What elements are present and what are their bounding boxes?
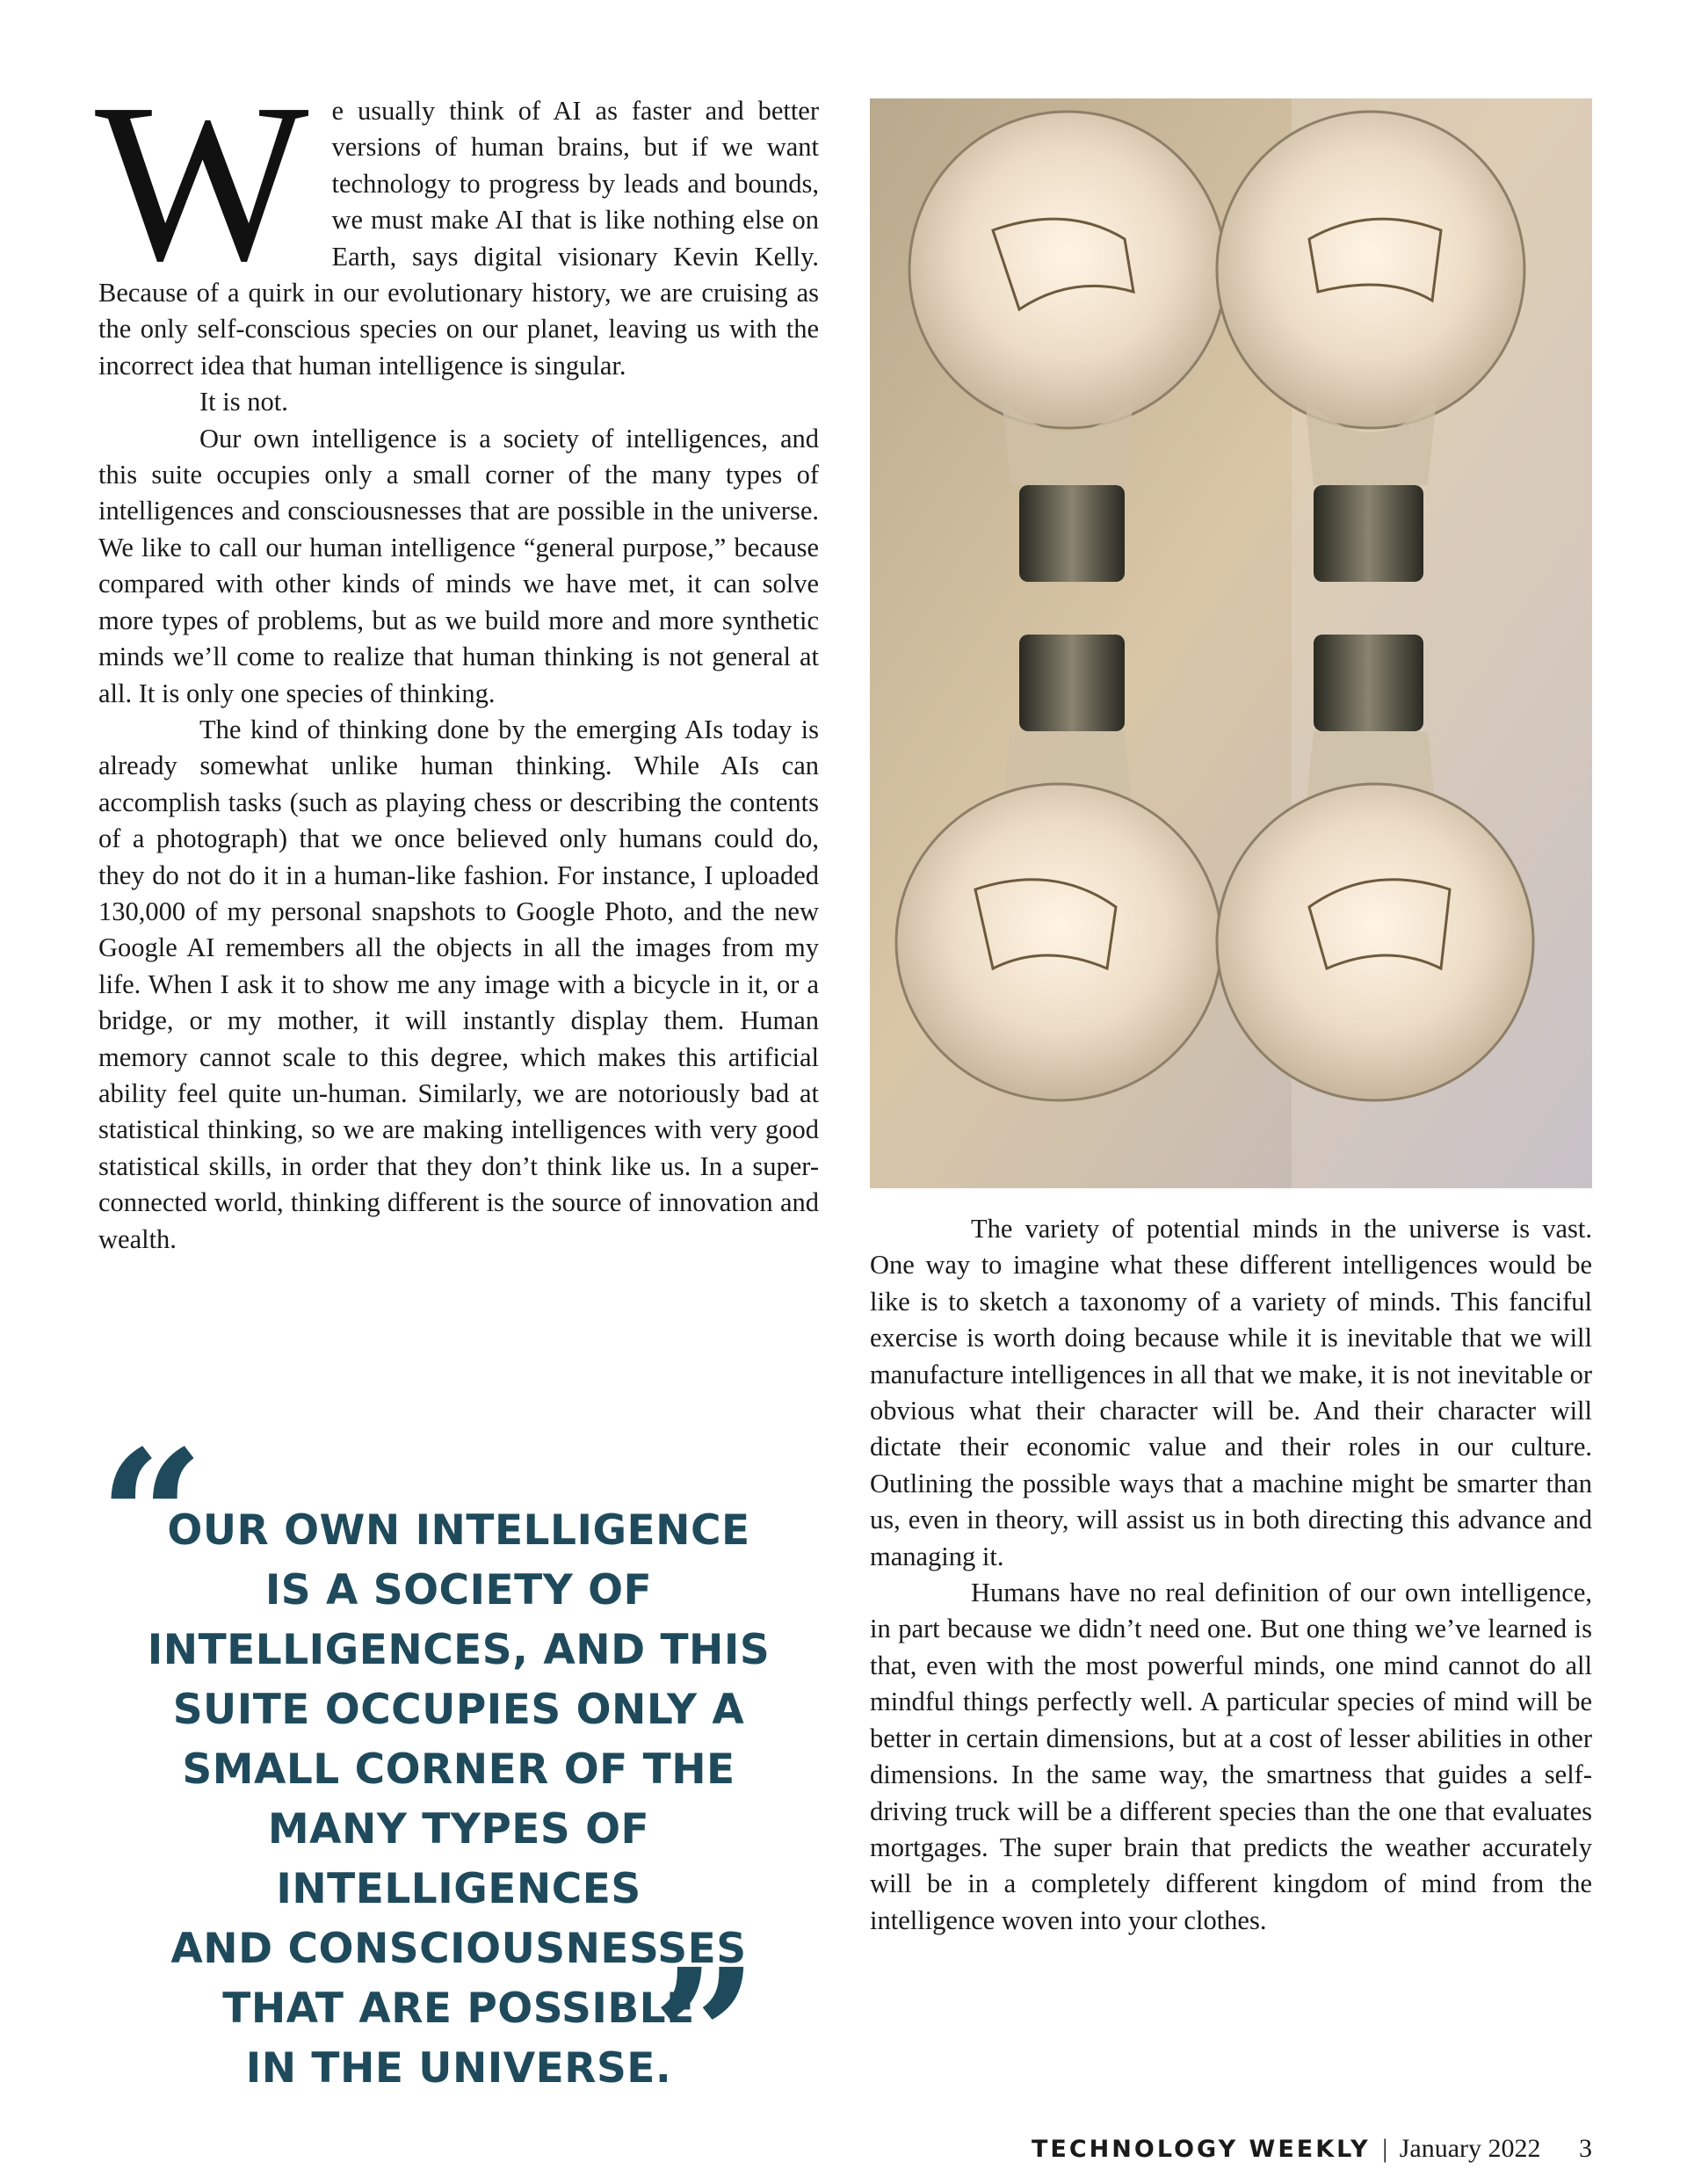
- magazine-name: TECHNOLOGY WEEKLY: [1032, 2136, 1371, 2163]
- light-bulbs-icon: [870, 98, 1592, 1188]
- issue-date: January 2022: [1399, 2134, 1541, 2163]
- pull-quote-line: INTELLIGENCES, AND THIS: [147, 1626, 771, 1674]
- pull-quote-line: THAT ARE POSSIBLE: [222, 1984, 695, 2033]
- paragraph-6: Humans have no real definition of our own intelligence, in part because we didn’t need one. But one thing we’ve learned is that, even with the most powerful minds, one mind cannot do all mindful things perfectly well. A particular species of mind will be better in certain dimensions, but at a cost of lesser abilities in other dimensions. In the same way, the smartness that guides a self-driving truck will be a different species than the one that evaluates mortgages. The super brain that predicts the weather accurately will be in a completely different kingdom of mind from the intelligence woven into your clothes.: [870, 1578, 1592, 1935]
- pull-quote-line: SUITE OCCUPIES ONLY A: [172, 1686, 745, 1734]
- paragraph-2: It is not.: [199, 387, 288, 417]
- pull-quote-line: IS A SOCIETY OF: [264, 1566, 653, 1614]
- paragraph-4: The kind of thinking done by the emerging AIs today is already somewhat unlike human thinking. While AIs can accomplish tasks (such as playing chess or describing the contents of a photograph) that we once believed only humans could do, they do not do it in a human-like fashion. For instance, I uploaded 130,000 of my personal snapshots to Google Photo, and the new Google AI remembers all the objects in all the images from my life. When I ask it to show me any image with a bicycle in it, or a bridge, or my mother, it will instantly display them. Human memory cannot scale to this degree, which makes this artificial ability feel quite un-human. Similarly, we are notoriously bad at statistical thinking, so we are making intelligences with very good statistical skills, in order that they don’t think like us. In a super-connected world, thinking different is the source of innovation and wealth.: [98, 714, 819, 1254]
- paragraph-5: The variety of potential minds in the universe is vast. One way to imagine what these different intelligences would be like is to sketch a taxonomy of a variety of minds. This fanciful exercise is worth doing because while it is inevitable that we will manufacture intelligences in all that we make, it is not inevitable or obvious what their character will be. And their character will dictate their economic value and their roles in our culture. Outlining the possible ways that a machine might be smarter than us, even in theory, will assist us in both directing this advance and managing it.: [870, 1214, 1592, 1571]
- page-number: 3: [1579, 2134, 1592, 2163]
- left-body-text: [95, 56, 819, 1258]
- page-footer: [1032, 2134, 1592, 2164]
- light-bulbs-photo: [870, 98, 1592, 1188]
- pull-quote-line: SMALL CORNER OF THE: [182, 1745, 735, 1794]
- paragraph-3: Our own intelligence is a society of intelligences, and this suite occupies only a small corner of the many types of intelligences and consciousnesses that are possible in the universe. We like to call our human intelligence “general purpose,” because compared with other kinds of minds we have met, it can solve more types of problems, but as we build more and more synthetic minds we’ll come to realize that human thinking is not general at all. It is only one species of thinking.: [98, 423, 819, 708]
- open-quote-icon: “: [98, 1410, 205, 1627]
- footer-separator: |: [1382, 2134, 1388, 2163]
- right-body-text: [870, 1211, 1592, 1939]
- pull-quote-line: IN THE UNIVERSE.: [245, 2044, 672, 2093]
- close-quote-icon: ”: [652, 1928, 758, 2145]
- paragraph-1: e usually think of AI as faster and better versions of human brains, but if we want technology to progress by leads and bounds, we must make AI that is like nothing else on Earth, says digital visionary Kevin Kelly. Because of a quirk in our evolutionary history, we are cruising as the only self-conscious species on our planet, leaving us with the incorrect idea that human intelligence is singular.: [98, 96, 819, 381]
- pull-quote-line: MANY TYPES OF INTELLIGENCES: [267, 1805, 650, 1913]
- pull-quote-line: AND CONSCIOUSNESSES: [170, 1925, 747, 1973]
- pull-quote: [98, 1410, 819, 2145]
- right-column: [870, 1211, 1592, 1939]
- left-column: [95, 56, 819, 1258]
- pull-quote-line: OUR OWN INTELLIGENCE: [167, 1506, 750, 1555]
- drop-cap: W: [95, 56, 309, 308]
